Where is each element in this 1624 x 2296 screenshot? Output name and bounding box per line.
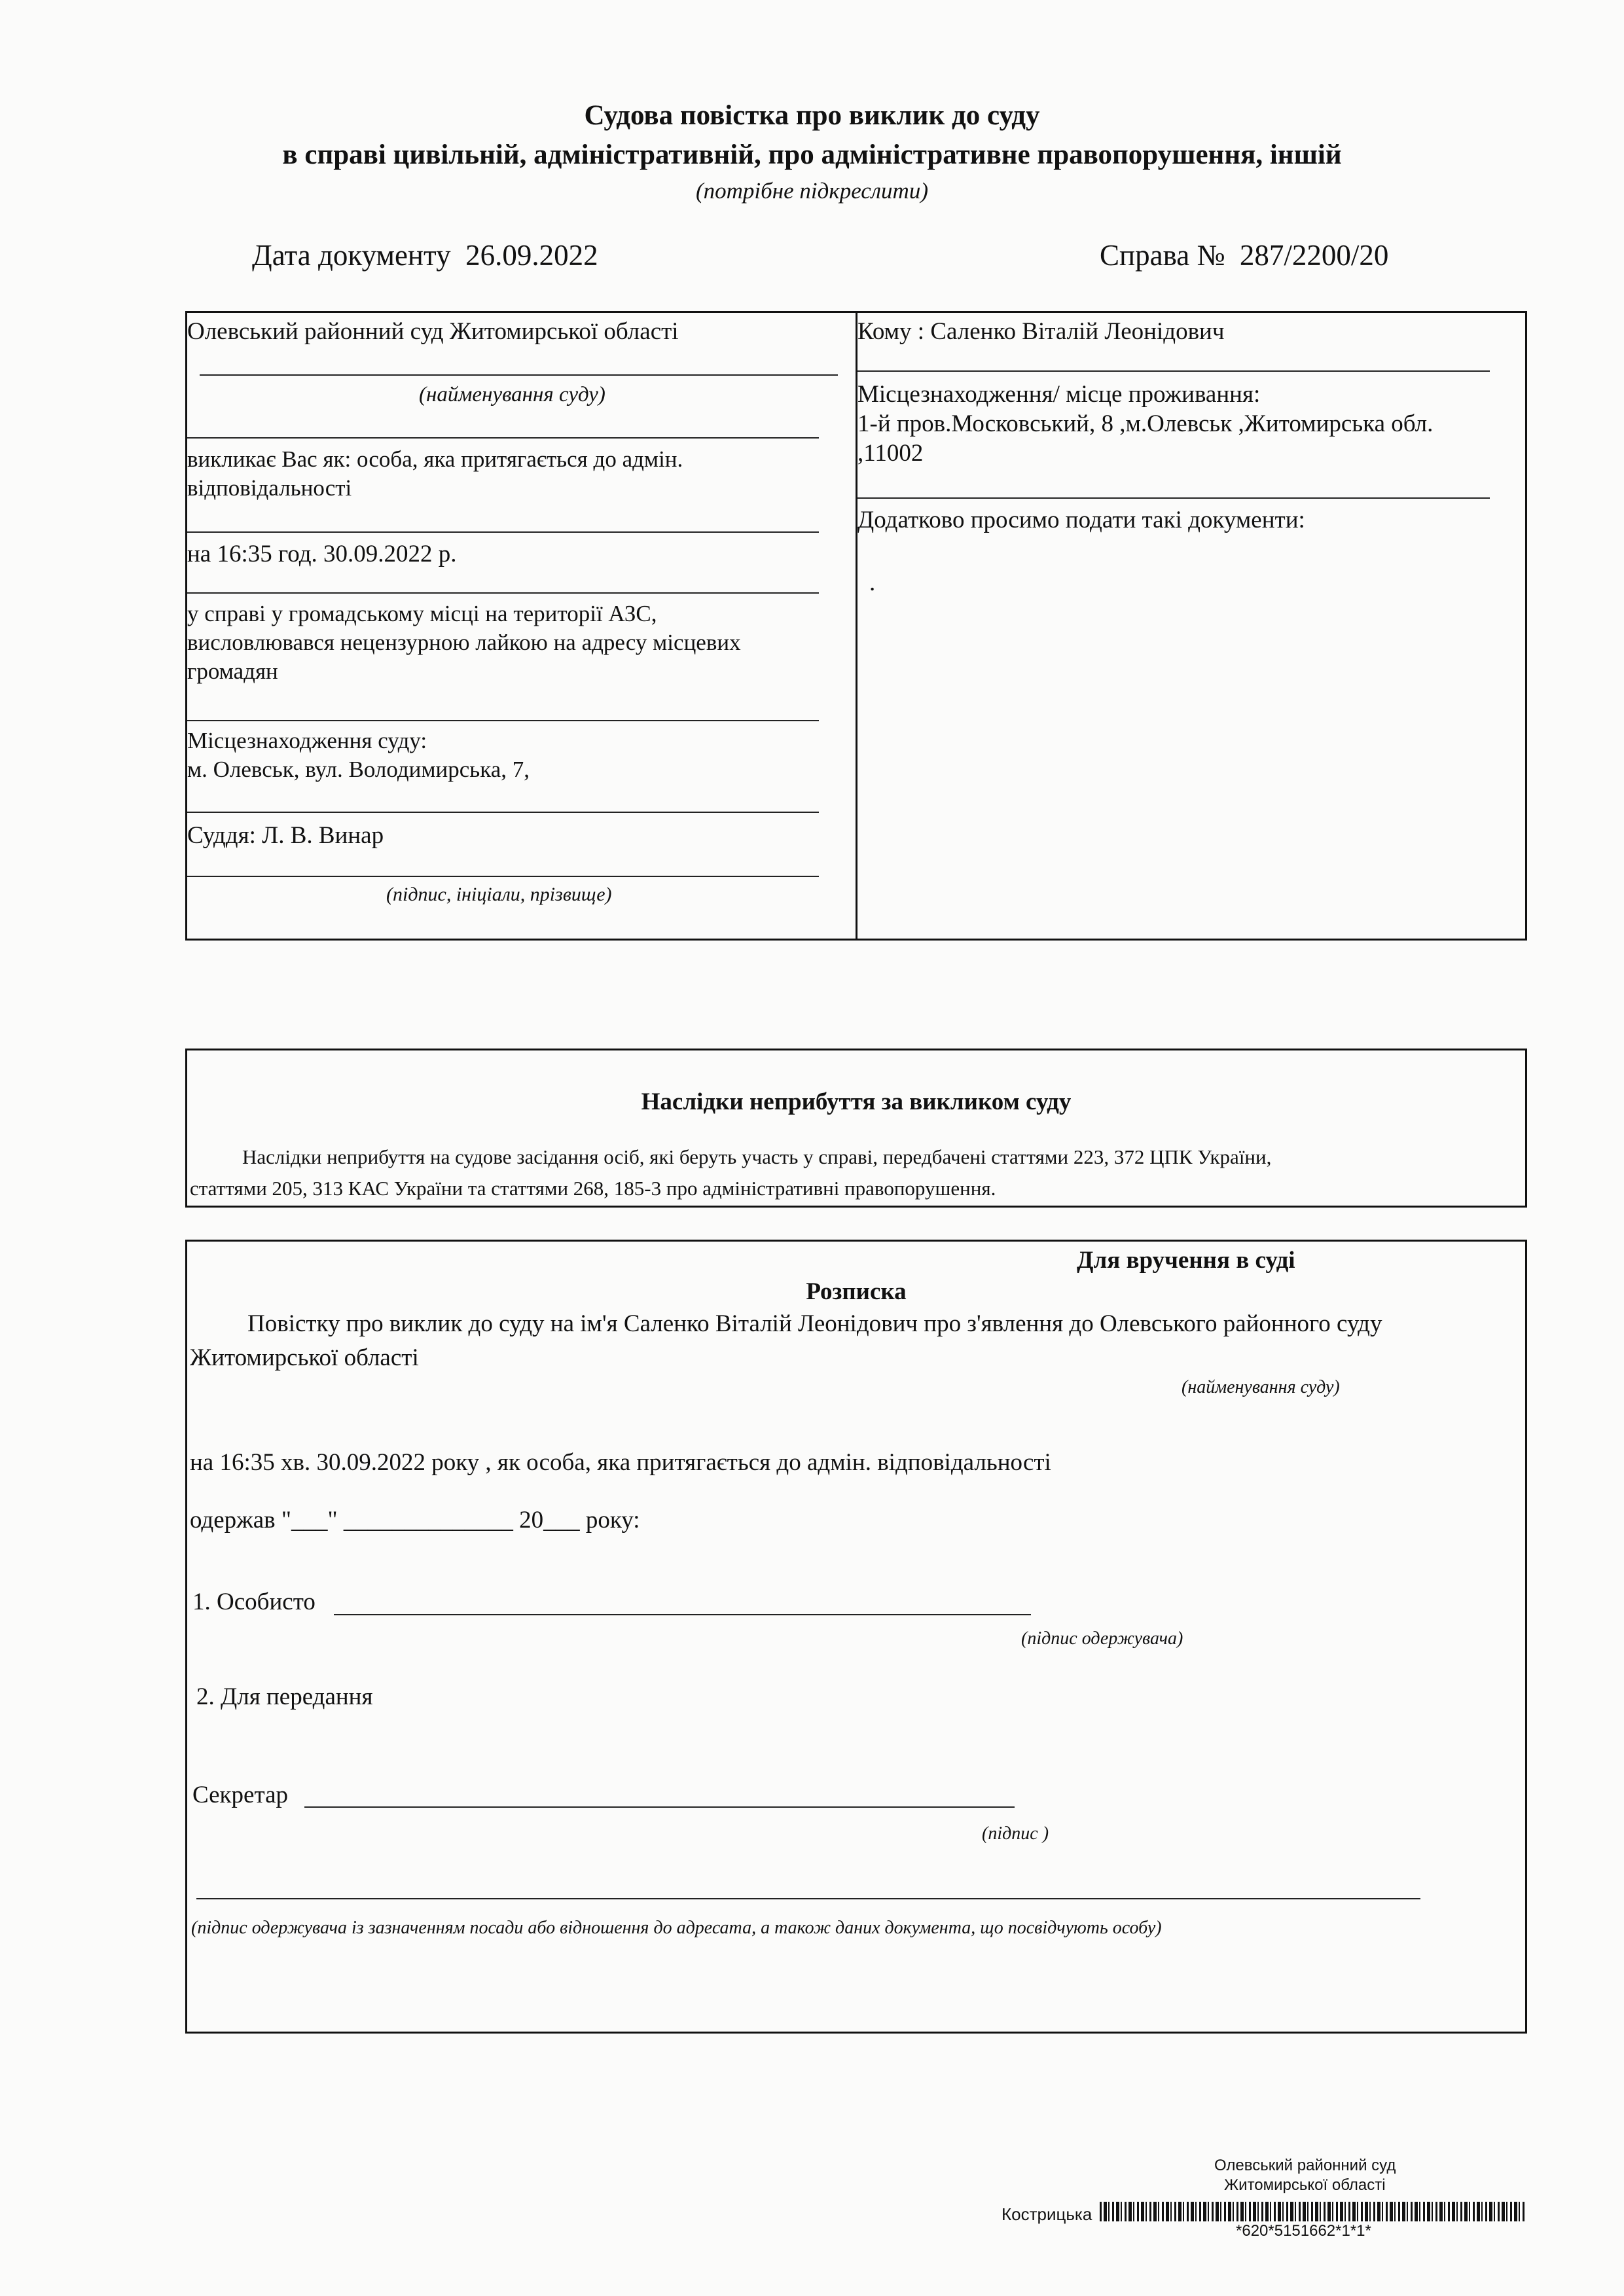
receipt-time-line: на 16:35 хв. 30.09.2022 року , як особа, яка притягається до адмін. відповідальності: [190, 1449, 1051, 1476]
divider: [187, 812, 819, 813]
divider: [857, 497, 1490, 499]
personally-signature-line: [334, 1614, 1031, 1615]
divider: [187, 437, 819, 439]
recipient: Кому : Саленко Віталій Леонідович: [857, 318, 1225, 345]
secretary-signature-line: [304, 1806, 1015, 1808]
for-court-label: Для вручення в суді: [1077, 1247, 1295, 1274]
divider: [187, 592, 819, 594]
case-label: Справа №: [1100, 239, 1225, 272]
secretary-caption: (підпис ): [982, 1823, 1049, 1844]
judge: Суддя: Л. В. Винар: [187, 822, 384, 849]
case-number-value: 287/2200/20: [1239, 239, 1389, 272]
case-number: [1100, 238, 1388, 272]
court-name-caption: (найменування суду): [419, 383, 605, 406]
doc-date-label: Дата документу: [252, 239, 451, 272]
received-line: одержав "___" ______________ 20___ року:: [190, 1507, 640, 1534]
bottom-caption: (підпис одержувача із зазначенням посади або відношення до адресата, а також даних документа, що посвідчують особу): [191, 1918, 1162, 1938]
personally-caption: (підпис одержувача): [1021, 1628, 1183, 1649]
divider: [857, 370, 1490, 372]
document-date: [252, 238, 598, 272]
hearing-time: на 16:35 год. 30.09.2022 р.: [187, 541, 457, 567]
court-name-line: [200, 374, 838, 376]
document-subtitle: в справі цивільній, адміністративній, про адміністративне правопорушення, іншій: [282, 139, 1342, 170]
secretary-label: Секретар: [192, 1782, 288, 1808]
court-location: Місцезнаходження суду: м. Олевськ, вул. Володимирська, 7,: [187, 728, 530, 782]
item-personally: 1. Особисто: [192, 1588, 316, 1615]
recipient-address: Місцезнаходження/ місце проживання: 1-й пров.Московський, 8 ,м.Олевськ ,Житомирська обл. ,11002: [857, 381, 1434, 467]
bottom-signature-line: [196, 1898, 1420, 1899]
consequences-text-2: статтями 205, 313 КАС України та статтями 268, 185-3 про адміністративні правопорушення.: [190, 1177, 996, 1200]
receipt-title: Розписка: [806, 1278, 907, 1305]
footer-court-2: Житомирської області: [1224, 2176, 1386, 2194]
receipt-court-caption: (найменування суду): [1182, 1377, 1340, 1397]
receipt-text-2: Житомирської області: [190, 1344, 419, 1371]
barcode: [1100, 2202, 1525, 2221]
signature-caption: (підпис, ініціали, прізвище): [386, 884, 612, 905]
doc-date-value: 26.09.2022: [465, 239, 598, 272]
extra-docs-value: .: [869, 569, 876, 596]
receipt-text-1: Повістку про виклик до суду на ім'я Саленко Віталій Леонідович про з'явлення до Олевського районного суду: [247, 1310, 1382, 1337]
underline-note: (потрібне підкреслити): [695, 178, 928, 204]
clerk-name: Кострицька: [1001, 2204, 1092, 2224]
consequences-title: Наслідки неприбуття за викликом суду: [641, 1088, 1072, 1115]
footer-court-1: Олевський районний суд: [1214, 2157, 1396, 2174]
consequences-text-1: Наслідки неприбуття на судове засідання осіб, які беруть участь у справі, передбачені статтями 223, 372 ЦПК України,: [242, 1145, 1272, 1168]
extra-docs-label: Додатково просимо подати такі документи:: [857, 507, 1305, 533]
divider: [187, 720, 819, 721]
document-title: Судова повістка про виклик до суду: [584, 100, 1040, 131]
item-transfer: 2. Для передання: [196, 1683, 373, 1710]
summons-as: викликає Вас як: особа, яка притягається до адмін. відповідальності: [187, 446, 683, 501]
signature-line: [187, 876, 819, 877]
court-name: Олевський районний суд Житомирської області: [187, 318, 679, 345]
divider: [187, 531, 819, 533]
barcode-text: *620*5151662*1*1*: [1236, 2222, 1371, 2240]
case-description: у справі у громадському місці на території АЗС, висловлювався нецензурною лайкою на адресу місцевих громадян: [187, 601, 741, 684]
